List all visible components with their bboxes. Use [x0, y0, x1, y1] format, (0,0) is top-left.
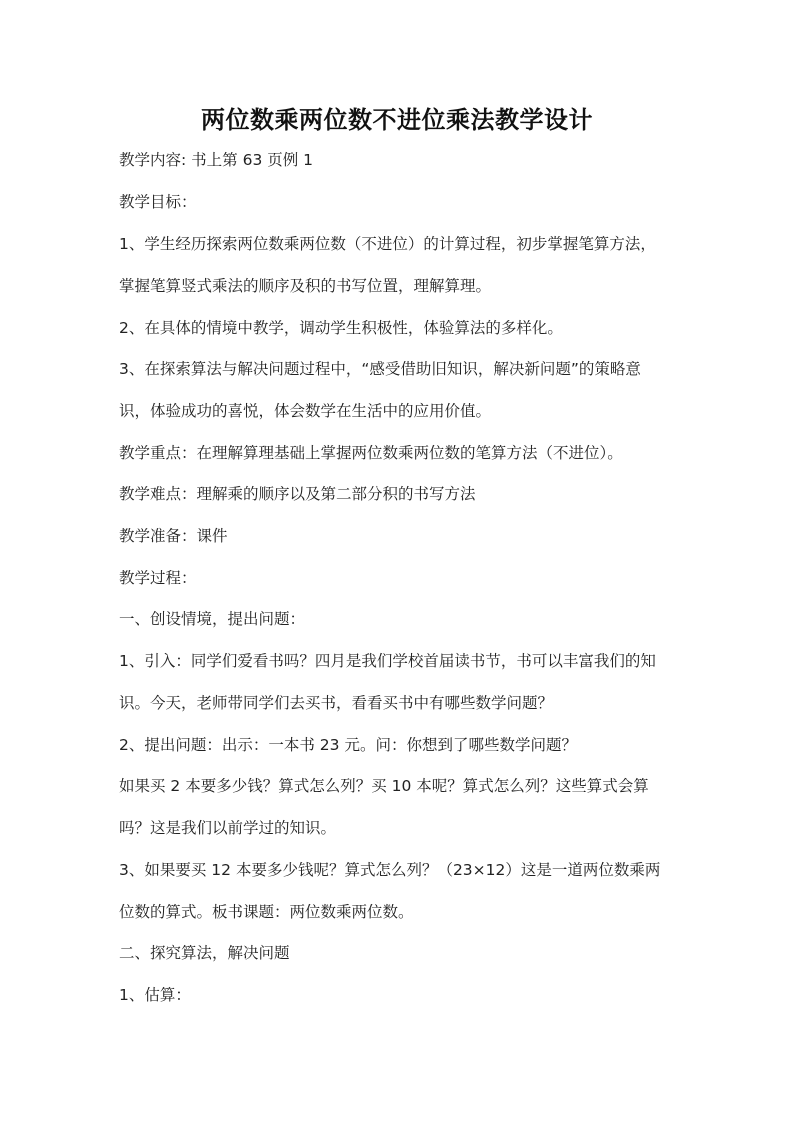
- text-line: 识。今天，老师带同学们去买书，看看买书中有哪些数学问题？: [119, 694, 554, 712]
- text-line: 2、提出问题：出示：一本书 23 元。问：你想到了哪些数学问题？: [119, 736, 577, 754]
- text-line: 2、在具体的情境中教学，调动学生积极性，体验算法的多样化。: [119, 319, 563, 337]
- section-heading: 一、创设情境，提出问题：: [119, 610, 306, 628]
- text-line: 1、引入：同学们爱看书吗？四月是我们学校首届读书节，书可以丰富我们的知: [119, 652, 656, 670]
- text-line-content: 教学内容: 书上第 63 页例 1: [119, 151, 314, 169]
- text-line-process-heading: 教学过程：: [119, 569, 197, 587]
- text-line: 位数的算式。板书课题：两位数乘两位数。: [119, 903, 414, 921]
- section-heading: 二、探究算法，解决问题: [119, 944, 290, 962]
- text-line-preparation: 教学准备：课件: [119, 527, 228, 545]
- text-line: 如果买 2 本要多少钱？算式怎么列？买 10 本呢？算式怎么列？这些算式会算: [119, 777, 649, 795]
- text-line-key-point: 教学重点：在理解算理基础上掌握两位数乘两位数的笔算方法（不进位）。: [119, 444, 623, 462]
- text-line: 3、如果要买 12 本要多少钱呢？算式怎么列？（23×12）这是一道两位数乘两: [119, 861, 661, 879]
- document-title: 两位数乘两位数不进位乘法教学设计: [201, 106, 593, 134]
- text-line: 识，体验成功的喜悦，体会数学在生活中的应用价值。: [119, 402, 492, 420]
- text-line: 1、学生经历探索两位数乘两位数（不进位）的计算过程，初步掌握笔算方法，: [119, 235, 656, 253]
- text-line: 1、估算：: [119, 986, 191, 1004]
- text-line-objectives-heading: 教学目标：: [119, 193, 197, 211]
- text-line: 3、在探索算法与解决问题过程中，“感受借助旧知识，解决新问题”的策略意: [119, 360, 641, 378]
- text-line: 掌握笔算竖式乘法的顺序及积的书写位置，理解算理。: [119, 277, 492, 295]
- text-line: 吗？这是我们以前学过的知识。: [119, 819, 337, 837]
- text-line-difficulty: 教学难点：理解乘的顺序以及第二部分积的书写方法: [119, 485, 476, 503]
